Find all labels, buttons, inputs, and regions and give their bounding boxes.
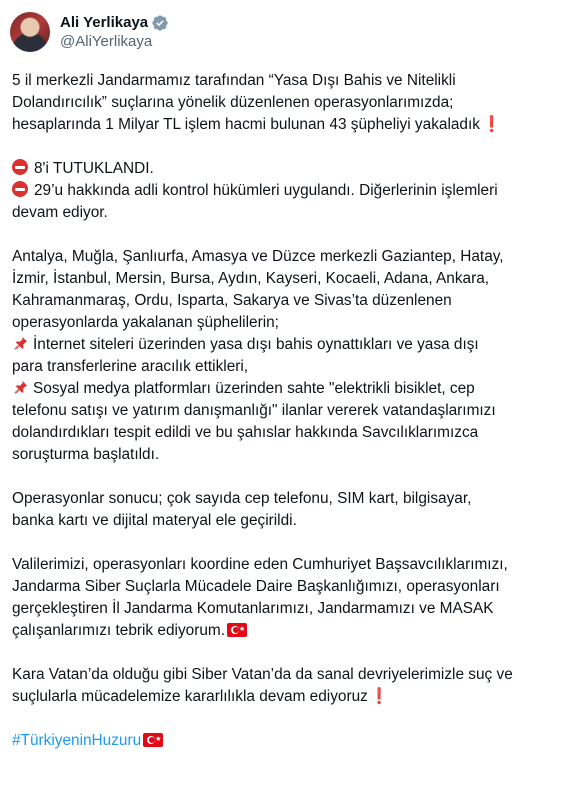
text-line bbox=[12, 114, 572, 136]
tweet-header bbox=[10, 10, 572, 54]
text-line: gerçekleştiren İl Jandarma Komutanlarımızı, Jandarmamızı ve MASAK bbox=[12, 600, 494, 617]
text-line: banka kartı ve dijital materyal ele geçirildi. bbox=[12, 512, 297, 529]
red-exclamation-icon: ❗ bbox=[481, 116, 502, 133]
text-line: para transferlerine aracılık ettikleri, bbox=[12, 358, 249, 375]
text-line bbox=[12, 180, 572, 202]
text-line: Kahramanmaraş, Ordu, Isparta, Sakarya ve Sivas’ta düzenlenen bbox=[12, 292, 452, 309]
paragraph-gap bbox=[12, 532, 572, 554]
text-line: devam ediyor. bbox=[12, 204, 108, 221]
text-line: Operasyonlar sonucu; çok sayıda cep telefonu, SIM kart, bilgisayar, bbox=[12, 490, 472, 507]
text-span: suçlularla mücadelemize kararlılıkla devam ediyoruz bbox=[12, 688, 368, 705]
text-line: telefonu satışı ve yatırım danışmanlığı" ilanlar vererek vatandaşlarımızı bbox=[12, 402, 496, 419]
text-line: Valilerimizi, operasyonları koordine eden Cumhuriyet Başsavcılıklarımızı, bbox=[12, 556, 508, 573]
paragraph-gap bbox=[12, 642, 572, 664]
text-line: Jandarma Siber Suçlarla Mücadele Daire Başkanlığımızı, operasyonları bbox=[12, 578, 500, 595]
no-entry-icon bbox=[12, 181, 28, 197]
text-span: İnternet siteleri üzerinden yasa dışı bahis oynattıkları ve yasa dışı bbox=[33, 336, 479, 353]
verified-badge-icon bbox=[151, 14, 169, 32]
paragraph-gap bbox=[12, 708, 572, 730]
hashtag-line bbox=[12, 730, 572, 752]
name-row bbox=[60, 13, 169, 32]
text-line: soruşturma başlatıldı. bbox=[12, 446, 160, 463]
no-entry-icon bbox=[12, 159, 28, 175]
turkey-flag-icon: ★ bbox=[227, 623, 247, 637]
text-line bbox=[12, 620, 572, 642]
text-span: hesaplarında 1 Milyar TL işlem hacmi bulunan 43 şüpheliyi yakaladık bbox=[12, 116, 480, 133]
text-span: 29’u hakkında adli kontrol hükümleri uygulandı. Diğerlerinin işlemleri bbox=[34, 182, 498, 199]
handle[interactable]: @AliYerlikaya bbox=[60, 33, 153, 50]
text-line: 5 il merkezli Jandarmamız tarafından “Yasa Dışı Bahis ve Nitelikli bbox=[12, 72, 456, 89]
text-line: Antalya, Muğla, Şanlıurfa, Amasya ve Düzce merkezli Gaziantep, Hatay, bbox=[12, 248, 504, 265]
pushpin-icon bbox=[12, 379, 29, 396]
red-exclamation-icon: ❗ bbox=[369, 688, 390, 705]
text-span: çalışanlarımızı tebrik ediyorum. bbox=[12, 622, 225, 639]
tweet-text bbox=[12, 70, 572, 752]
turkey-flag-icon: ★ bbox=[143, 733, 163, 747]
avatar[interactable] bbox=[10, 12, 50, 52]
hashtag-link[interactable]: #TürkiyeninHuzuru bbox=[12, 732, 142, 749]
text-line: İzmir, İstanbul, Mersin, Bursa, Aydın, Kayseri, Kocaeli, Adana, Ankara, bbox=[12, 270, 490, 287]
pushpin-icon bbox=[12, 335, 29, 352]
text-line bbox=[12, 686, 572, 708]
text-span: 8'i TUTUKLANDI. bbox=[34, 160, 154, 177]
paragraph-gap bbox=[12, 224, 572, 246]
paragraph-gap bbox=[12, 136, 572, 158]
text-line: dolandırdıkları tespit edildi ve bu şahıslar hakkında Savcılıklarımızca bbox=[12, 424, 479, 441]
paragraph-gap bbox=[12, 466, 572, 488]
text-line bbox=[12, 158, 572, 180]
text-line: Dolandırıcılık” suçlarına yönelik düzenlenen operasyonlarımızda; bbox=[12, 94, 454, 111]
text-span: Sosyal medya platformları üzerinden sahte "elektrikli bisiklet, cep bbox=[33, 380, 475, 397]
text-line bbox=[12, 334, 572, 356]
text-line: Kara Vatan’da olduğu gibi Siber Vatan’da da sanal devriyelerimizle suç ve bbox=[12, 666, 513, 683]
author-block bbox=[60, 13, 169, 51]
text-line: operasyonlarda yakalanan şüphelilerin; bbox=[12, 314, 279, 331]
display-name[interactable]: Ali Yerlikaya bbox=[60, 14, 149, 31]
text-line bbox=[12, 378, 572, 400]
